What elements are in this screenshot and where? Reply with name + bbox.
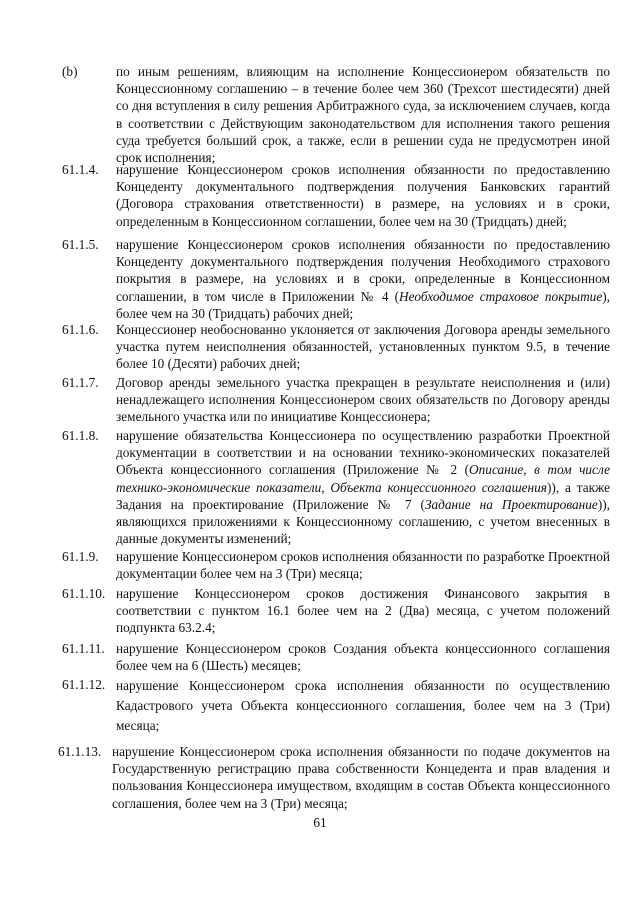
- clause-number: 61.1.8.: [62, 428, 99, 443]
- page-number: 61: [313, 815, 327, 830]
- italic-reference: Задание на Проектирование: [424, 496, 598, 512]
- clause-text: нарушение обязательства Концессионера по осуществлению разработки Проектной документации в соответствии и на основании технико-экономических показателей Объекта концессионного соглашения (Приложение № 2 (Описание, в том числе технико-экономические показатели, Объекта концессионного соглашения)), а также Задания на проектирование (Приложение № 7 (Задание на Проектирование)), являющихся приложениями к Концессионному соглашению, с учетом внесенных в данные документы изменений;: [116, 428, 610, 547]
- clause-number: 61.1.11.: [62, 641, 105, 656]
- clause-number: 61.1.10.: [62, 586, 106, 601]
- clause-number: 61.1.5.: [62, 237, 99, 252]
- clause-number: 61.1.7.: [62, 375, 99, 390]
- italic-reference: Необходимое страховое покрытие: [399, 288, 603, 304]
- clause-number: 61.1.9.: [62, 549, 99, 564]
- clause-text: нарушение Концессионером сроков достижения Финансового закрытия в соответствии с пунктом 16.1 более чем на 2 (Два) месяца, с учетом положений подпункта 63.2.4;: [116, 586, 610, 636]
- clause-number: (b): [62, 64, 78, 79]
- clause-number: 61.1.6.: [62, 322, 99, 337]
- clause-number: 61.1.4.: [62, 162, 99, 177]
- clause-text: нарушение Концессионером сроков исполнения обязанности по предоставлению Концеденту документального подтверждения получения Банковских гарантий (Договора страхования ответственности) в размере, на условиях и в сроки, определенным в Концессионном соглашении, более чем на 30 (Тридцать) дней;: [116, 162, 610, 229]
- clause-text: нарушение Концессионером сроков исполнения обязанности по разработке Проектной документации более чем на 3 (Три) месяца;: [116, 549, 610, 582]
- clause-text: нарушение Концессионером срока исполнения обязанности по подаче документов на Государственную регистрацию права собственности Концедента и прав владения и пользования Концессионера имуществом, входящим в состав Объекта концессионного соглашения, более чем на 3 (Три) месяца;: [112, 744, 610, 811]
- italic-reference: Описание, в том числе технико-экономические показатели, Объекта концессионного соглашения: [116, 462, 610, 495]
- clause-text: нарушение Концессионером срока исполнения обязанности по осуществлению Кадастрового учета Объекта концессионного соглашения, более чем на 3 (Три) месяца;: [116, 678, 610, 733]
- clause-text: Концессионер необоснованно уклоняется от заключения Договора аренды земельного участка путем неисполнения обязанностей, установленных пунктом 9.5, в течение более 10 (Десяти) рабочих дней;: [116, 322, 610, 372]
- clause-text: по иным решениям, влияющим на исполнение Концессионером обязательств по Концессионному соглашению – в течение более чем 360 (Трехсот шестидесяти) дней со дня вступления в силу решения Арбитражного суда, за исключением случаев, когда в соответствии с Действующим законодательством для исполнения такого решения суда требуется больший срок, а также, если в решении суда не предусмотрен иной срок исполнения;: [116, 64, 610, 166]
- clause-number: 61.1.13.: [58, 744, 102, 759]
- clause-number: 61.1.12.: [62, 677, 106, 692]
- clause-text: нарушение Концессионером сроков исполнения обязанности по предоставлению Концеденту документального подтверждения получения Необходимого страхового покрытия в размере, на условиях и в сроки, определенные в Концессионном соглашении, в том числе в Приложении № 4 (Необходимое страховое покрытие), более чем на 30 (Тридцать) рабочих дней;: [116, 237, 610, 321]
- clause-text: нарушение Концессионером сроков Создания объекта концессионного соглашения более чем на 6 (Шесть) месяцев;: [116, 641, 610, 674]
- clause-text: Договор аренды земельного участка прекращен в результате неисполнения и (или) ненадлежащего исполнения Концессионером своих обязательств по Договору аренды земельного участка или по инициативе Концессионера;: [116, 375, 610, 425]
